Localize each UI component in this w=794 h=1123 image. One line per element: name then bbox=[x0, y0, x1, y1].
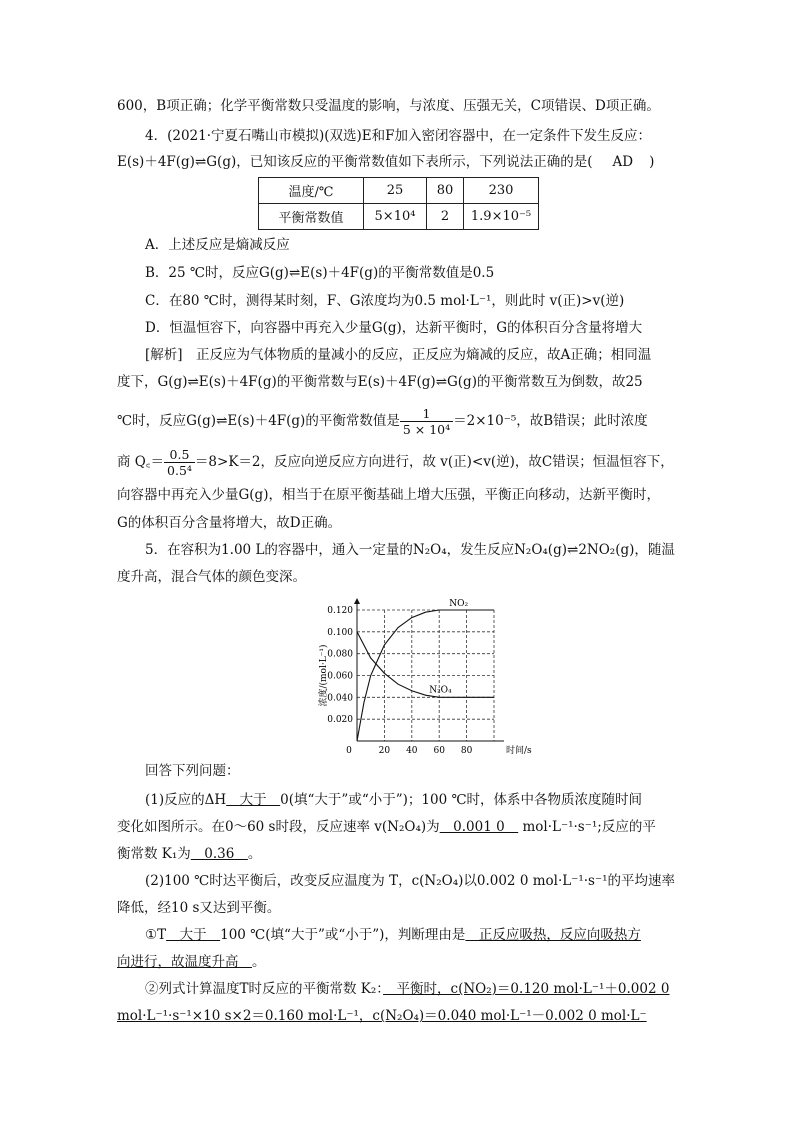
part-text: ①T bbox=[145, 927, 167, 943]
x-tick-label: 60 bbox=[433, 746, 445, 756]
y-tick-label: 0.120 bbox=[327, 606, 353, 616]
analysis-line-6: G的体积百分含量将增大，故D正确。 bbox=[117, 515, 342, 531]
answer-blank: 正反应吸热，反应向吸热方 bbox=[465, 927, 641, 943]
analysis-text: E(s)＋4F(g)的平衡常数值是 bbox=[227, 413, 400, 429]
answer-blank: 向进行，故温度升高 bbox=[117, 954, 252, 970]
x-tick-label: 40 bbox=[406, 746, 418, 756]
option-b-post: E(s)＋4F(g)的平衡常数值是0.5 bbox=[300, 265, 495, 281]
part-text: mol·L⁻¹·s⁻¹;反应的平 bbox=[518, 819, 656, 835]
answer-ad: AD bbox=[612, 154, 634, 170]
x-tick-label: 20 bbox=[378, 746, 391, 756]
part-text: 。 bbox=[247, 846, 262, 862]
series-line bbox=[357, 632, 494, 698]
part-2-1-line-2 bbox=[117, 952, 266, 972]
analysis-line-5: 向容器中再充入少量G(g)，相当于在原平衡基础上增大压强，平衡正向移动，达新平衡时， bbox=[117, 487, 660, 503]
equilibrium-arrow-icon: ⇌ bbox=[288, 265, 301, 281]
series-label: N₂O₄ bbox=[429, 685, 452, 696]
answer-intro: 回答下列问题： bbox=[145, 763, 240, 779]
equilibrium-arrow-icon: ⇌ bbox=[567, 542, 579, 558]
analysis-line-1: [解析] 正反应为气体物质的量减小的反应，正反应为熵减的反应，故A正确；相同温 bbox=[145, 347, 652, 363]
part-text: 0(填“大于”或“小于”)；100 ℃时，体系中各物质浓度随时间 bbox=[280, 792, 643, 808]
y-tick-label: 0.040 bbox=[327, 693, 353, 704]
question-5-text: 5．在容积为1.00 L的容器中，通入一定量的N₂O₄，发生反应N₂O₄(g) bbox=[145, 542, 567, 558]
y-tick-label: 0.020 bbox=[327, 715, 353, 726]
analysis-line-3 bbox=[117, 403, 648, 439]
table-cell: 230 bbox=[464, 178, 539, 204]
part-2-2-line-1 bbox=[145, 979, 669, 999]
part-text: 100 ℃(填“大于”或“小于”)，判断理由是 bbox=[220, 927, 466, 943]
option-b-pre: B．25 ℃时，反应G(g) bbox=[145, 265, 289, 281]
series-label: NO₂ bbox=[449, 599, 469, 609]
y-axis-label: 浓度/(mol·L⁻¹) bbox=[319, 644, 329, 707]
option-d: D．恒温恒容下，向容器中再充入少量G(g)，达新平衡时，G的体积百分含量将增大 bbox=[145, 320, 643, 336]
question-5-text: 2NO₂(g)，随温 bbox=[578, 542, 675, 558]
y-tick-label: 0.060 bbox=[327, 671, 353, 682]
question-4-stem: 4．(2021·宁夏石嘴山市模拟)(双选)E和F加入密闭容器中，在一定条件下发生反应： bbox=[145, 128, 652, 144]
part-text: (1)反应的ΔH bbox=[145, 792, 227, 808]
analysis-line-2 bbox=[117, 372, 643, 392]
analysis-text: ＝8>K＝2，反应向逆反应方向进行，故 v(正)<v(逆)，故C错误；恒温恒容下， bbox=[194, 454, 674, 470]
option-b bbox=[145, 263, 494, 283]
part-1-line-1 bbox=[145, 790, 642, 810]
table-cell: 80 bbox=[427, 178, 464, 204]
part-2-line-1: (2)100 ℃时达平衡后，改变反应温度为 T，c(N₂O₄)以0.002 0 mol·L⁻¹·s⁻¹的平均速率 bbox=[145, 873, 675, 889]
analysis-text: E(s)＋4F(g)的平衡常数与E(s)＋4F(g) bbox=[198, 374, 436, 390]
x-axis-label: 时间/s bbox=[506, 746, 532, 756]
analysis-text: 度下，G(g) bbox=[117, 374, 188, 390]
part-text: 。 bbox=[252, 954, 266, 970]
question-5-stem bbox=[145, 540, 675, 560]
fraction-denominator: 5 × 10⁴ bbox=[402, 422, 451, 437]
analysis-line-4 bbox=[117, 444, 674, 480]
answer-blank: 0.36 bbox=[190, 846, 248, 862]
y-tick-label: 0.100 bbox=[327, 627, 353, 638]
fraction-numerator: 1 bbox=[400, 406, 453, 422]
concentration-time-chart bbox=[312, 598, 532, 758]
fraction-numerator: 0.5 bbox=[164, 447, 195, 463]
equilibrium-arrow-icon: ⇌ bbox=[216, 413, 228, 429]
equilibrium-arrow-icon: ⇌ bbox=[187, 374, 199, 390]
table-cell: 温度/℃ bbox=[259, 178, 364, 204]
table-row bbox=[259, 204, 539, 230]
analysis-text: 商 Q꜀＝ bbox=[117, 454, 165, 470]
part-text: 衡常数 K₁为 bbox=[117, 846, 191, 862]
reaction-left: E(s)＋4F(g) bbox=[117, 154, 195, 170]
reaction-right: G(g)，已知该反应的平衡常数值如下表所示，下列说法正确的是( bbox=[206, 154, 593, 170]
fraction-denominator: 0.5⁴ bbox=[167, 463, 192, 478]
part-2-line-2: 降低，经10 s又达到平衡。 bbox=[117, 900, 281, 916]
question-4-stem-2 bbox=[117, 152, 654, 172]
option-c: C．在80 ℃时，测得某时刻，F、G浓度均为0.5 mol·L⁻¹，则此时 v(正)>v(逆) bbox=[145, 293, 625, 309]
fraction bbox=[164, 447, 195, 478]
table-cell: 5×10⁴ bbox=[364, 204, 427, 230]
table-cell: 25 bbox=[364, 178, 427, 204]
part-2-1-line-1 bbox=[145, 925, 641, 945]
part-2-2-line-2: mol·L⁻¹·s⁻¹×10 s×2＝0.160 mol·L⁻¹，c(N₂O₄)＝0.040 mol·L⁻¹－0.002 0 mol·L⁻ bbox=[117, 1008, 647, 1024]
answer-blank: 0.001 0 bbox=[439, 819, 519, 835]
answer-blank: 大于 bbox=[166, 927, 221, 943]
equilibrium-arrow-icon: ⇌ bbox=[435, 374, 447, 390]
table-cell: 1.9×10⁻⁵ bbox=[464, 204, 539, 230]
table-cell: 2 bbox=[427, 204, 464, 230]
y-axis-arrow-icon bbox=[354, 598, 360, 604]
fraction bbox=[400, 406, 453, 437]
table-row bbox=[259, 178, 539, 204]
option-a: A．上述反应是熵减反应 bbox=[145, 237, 290, 253]
text-line-1: 600，B项正确；化学平衡常数只受温度的影响，与浓度、压强无关，C项错误、D项正确。 bbox=[117, 98, 660, 114]
part-1-line-3 bbox=[117, 844, 261, 864]
x-tick-label: 80 bbox=[460, 746, 473, 756]
answer-blank: 大于 bbox=[226, 792, 281, 808]
part-1-line-2 bbox=[117, 817, 656, 837]
question-5-stem-2: 度升高，混合气体的颜色变深。 bbox=[117, 569, 306, 585]
equilibrium-table bbox=[258, 177, 539, 230]
analysis-text: ℃时，反应G(g) bbox=[117, 413, 217, 429]
table-cell: 平衡常数值 bbox=[259, 204, 364, 230]
part-text: ②列式计算温度T时反应的平衡常数 K₂： bbox=[145, 981, 384, 997]
answer-blank: 平衡时，c(NO₂)＝0.120 mol·L⁻¹＋0.002 0 bbox=[383, 981, 670, 997]
x-tick-label: 0 bbox=[346, 746, 352, 756]
analysis-text: G(g)的平衡常数互为倒数，故25 bbox=[447, 374, 643, 390]
equilibrium-arrow-icon: ⇌ bbox=[194, 154, 207, 170]
part-text: 变化如图所示。在0～60 s时段，反应速率 v(N₂O₄)为 bbox=[117, 819, 440, 835]
close-paren: ) bbox=[649, 154, 655, 170]
y-tick-label: 0.080 bbox=[327, 649, 353, 660]
analysis-text: ＝2×10⁻⁵，故B错误；此时浓度 bbox=[453, 413, 648, 429]
